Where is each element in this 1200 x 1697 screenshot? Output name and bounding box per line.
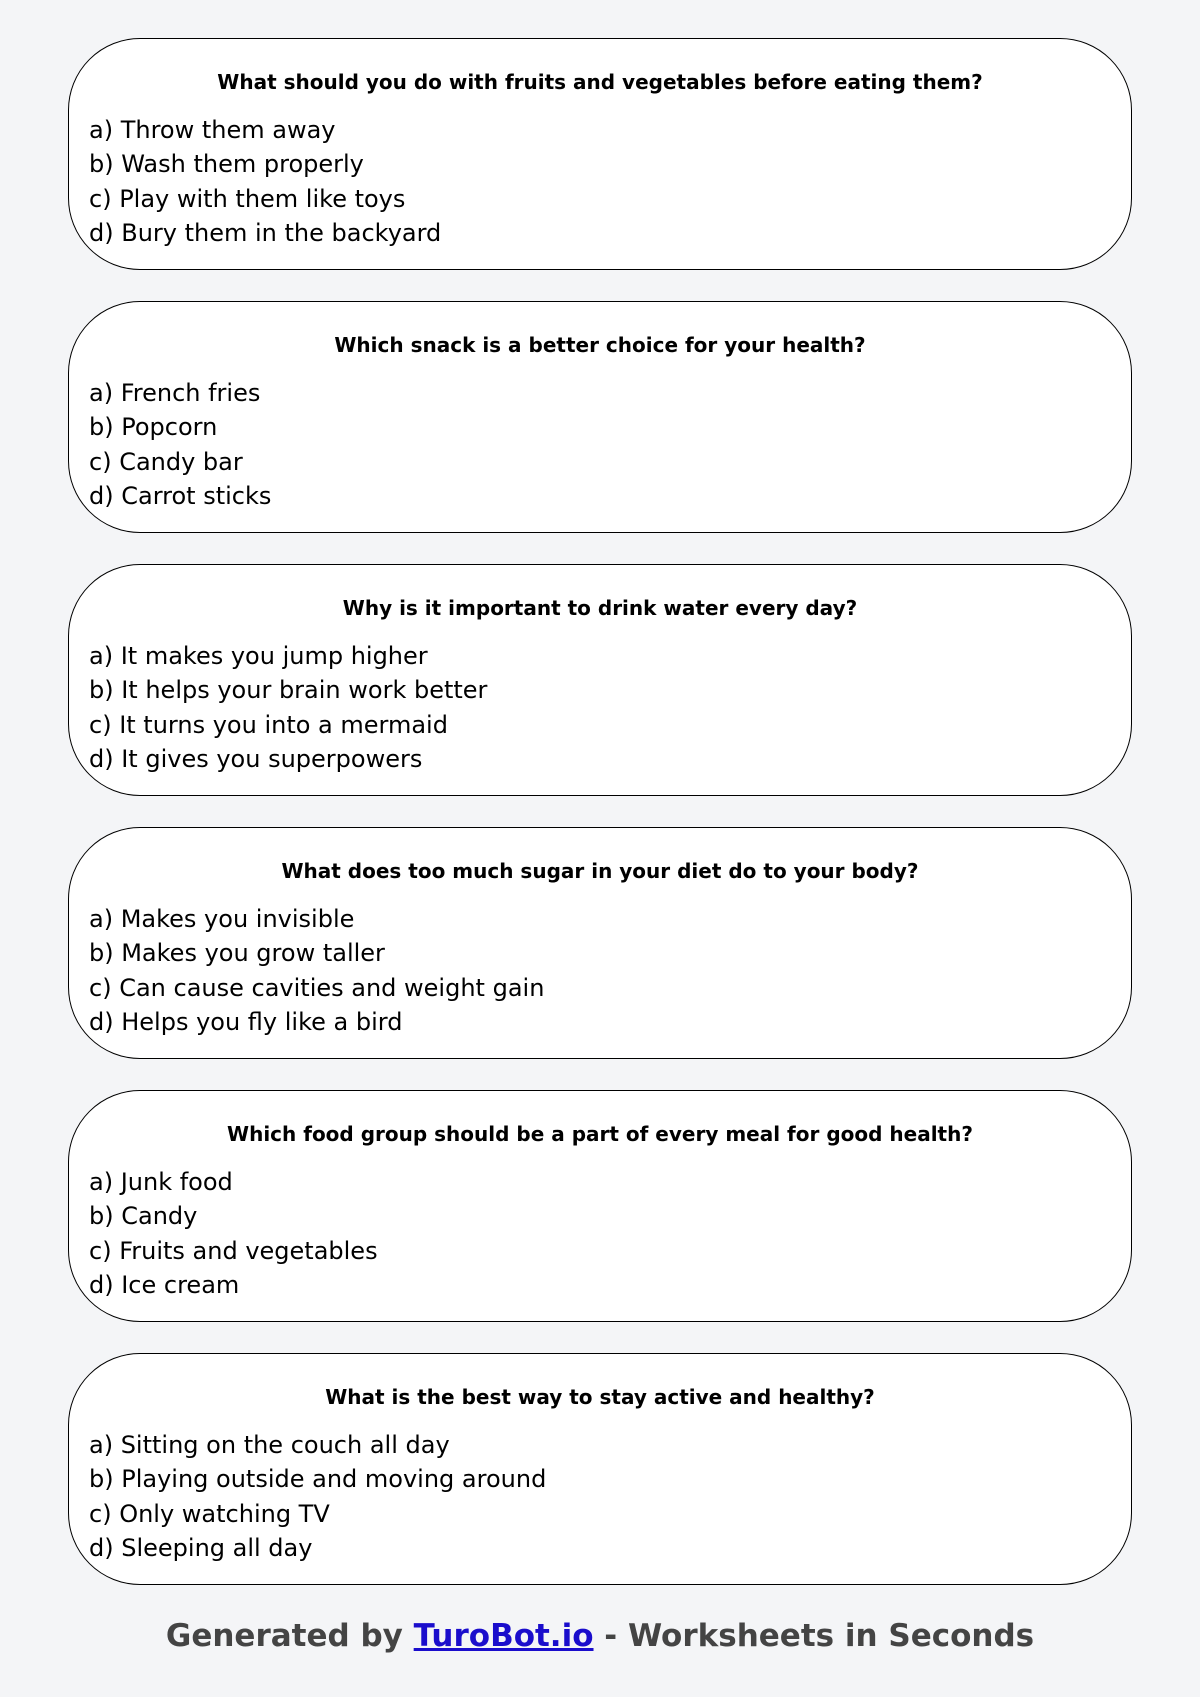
- question-card-4: [68, 827, 1132, 1059]
- answer-option-a: a) It makes you jump higher: [89, 642, 428, 670]
- question-text: What is the best way to stay active and healthy?: [325, 1385, 875, 1409]
- answer-option-d: d) It gives you superpowers: [89, 744, 423, 773]
- answer-option-a: a) Makes you invisible: [89, 905, 355, 933]
- worksheet: [68, 38, 1132, 1616]
- answer-option-d: d) Sleeping all day: [89, 1533, 313, 1562]
- answer-option-d: d) Bury them in the backyard: [89, 218, 442, 247]
- answer-option-d: d) Helps you fly like a bird: [89, 1007, 403, 1036]
- answer-option-a: a) Throw them away: [89, 116, 336, 144]
- question-card-2: [68, 301, 1132, 533]
- answer-list: [89, 639, 1111, 776]
- answer-list: [89, 1428, 1111, 1565]
- question-card-6: [68, 1353, 1132, 1585]
- answer-option-d: d) Carrot sticks: [89, 481, 272, 510]
- footer-prefix: Generated by: [165, 1618, 414, 1654]
- answer-option-b: b) Wash them properly: [89, 150, 364, 179]
- answer-option-b: b) Popcorn: [89, 413, 218, 442]
- answer-option-c: c) Can cause cavities and weight gain: [89, 973, 545, 1002]
- question-card-5: [68, 1090, 1132, 1322]
- question-text: What does too much sugar in your diet do to your body?: [281, 859, 919, 883]
- answer-option-c: c) Only watching TV: [89, 1499, 330, 1528]
- question-text: Which snack is a better choice for your health?: [334, 333, 866, 357]
- answer-option-a: a) Sitting on the couch all day: [89, 1431, 450, 1459]
- answer-option-c: c) Fruits and vegetables: [89, 1236, 378, 1265]
- footer-credit: [0, 1616, 1200, 1656]
- footer-suffix: - Worksheets in Seconds: [593, 1618, 1035, 1654]
- answer-option-a: a) Junk food: [89, 1168, 233, 1196]
- answer-list: [89, 1165, 1111, 1302]
- question-card-3: [68, 564, 1132, 796]
- answer-option-c: c) It turns you into a mermaid: [89, 710, 448, 739]
- question-text: Which food group should be a part of every meal for good health?: [227, 1122, 973, 1146]
- answer-option-b: b) It helps your brain work better: [89, 676, 488, 705]
- answer-option-b: b) Playing outside and moving around: [89, 1465, 547, 1494]
- question-text: What should you do with fruits and vegetables before eating them?: [217, 70, 983, 94]
- turobot-link[interactable]: TuroBot.io: [413, 1618, 594, 1654]
- answer-list: [89, 376, 1111, 513]
- answer-option-a: a) French fries: [89, 379, 261, 407]
- answer-option-c: c) Play with them like toys: [89, 184, 406, 213]
- answer-list: [89, 113, 1111, 250]
- answer-list: [89, 902, 1111, 1039]
- answer-option-b: b) Candy: [89, 1202, 198, 1231]
- question-text: Why is it important to drink water every day?: [342, 596, 858, 620]
- answer-option-d: d) Ice cream: [89, 1270, 240, 1299]
- answer-option-b: b) Makes you grow taller: [89, 939, 385, 968]
- question-card-1: [68, 38, 1132, 270]
- answer-option-c: c) Candy bar: [89, 447, 243, 476]
